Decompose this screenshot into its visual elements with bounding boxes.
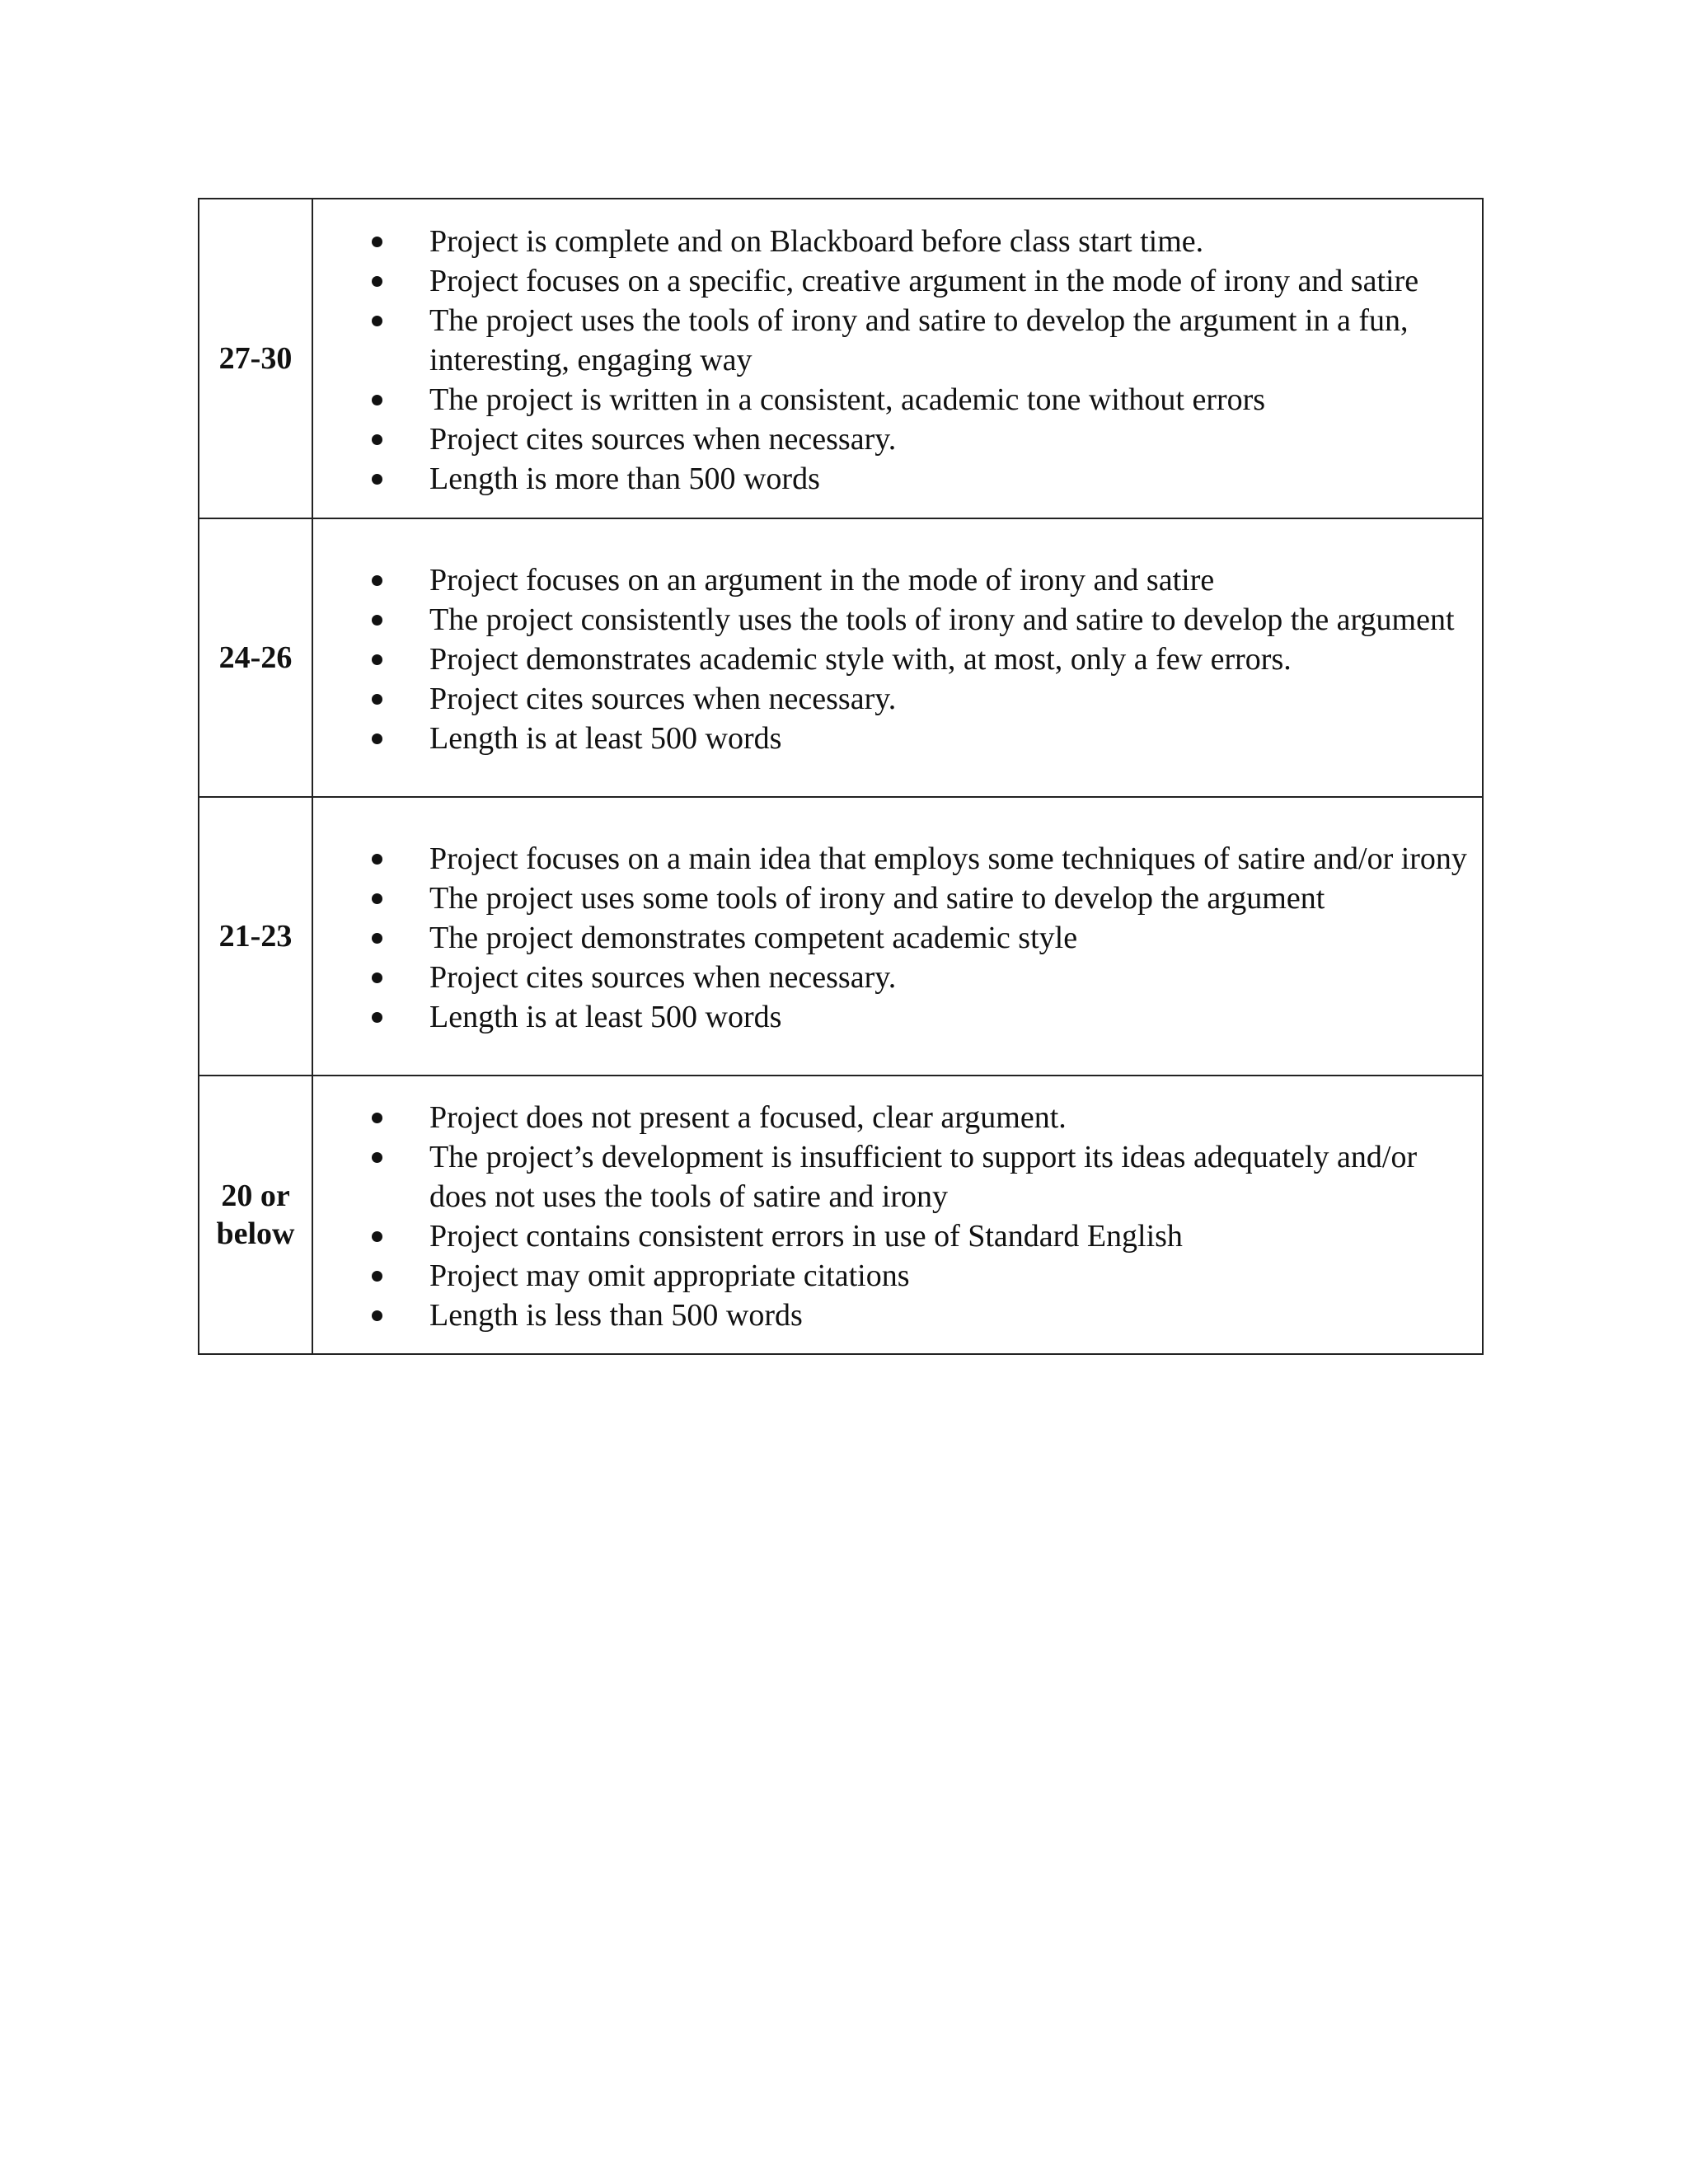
criteria-list: [313, 218, 1482, 499]
criteria-list: [313, 1094, 1482, 1335]
grading-rubric-table: [198, 198, 1484, 1355]
bullet-icon: [372, 854, 382, 865]
criteria-item: The project consistently uses the tools of irony and satire to develop the argument: [202, 600, 1470, 640]
rubric-row: [199, 199, 1483, 518]
bullet-icon: [372, 434, 382, 445]
bullet-icon: [372, 575, 382, 586]
criteria-cell: [312, 1076, 1483, 1354]
bullet-icon: [372, 1152, 382, 1163]
rubric-row: [199, 1076, 1483, 1354]
score-range: 27-30: [199, 199, 312, 518]
score-range: 21-23: [199, 797, 312, 1076]
criteria-item: The project demonstrates competent academic style: [202, 918, 1470, 958]
bullet-icon: [372, 276, 382, 287]
bullet-icon: [372, 1231, 382, 1242]
bullet-icon: [372, 395, 382, 405]
criteria-item: Project demonstrates academic style with, at most, only a few errors.: [202, 640, 1470, 679]
bullet-icon: [372, 1271, 382, 1282]
bullet-icon: [372, 933, 382, 944]
criteria-item: Project focuses on an argument in the mode of irony and satire: [202, 560, 1470, 600]
criteria-item: Length is more than 500 words: [202, 459, 1470, 499]
score-range: 24-26: [199, 518, 312, 797]
criteria-item: Project cites sources when necessary.: [202, 679, 1470, 719]
criteria-item: Project is complete and on Blackboard before class start time.: [202, 222, 1470, 261]
rubric-row: [199, 518, 1483, 797]
criteria-item: Project cites sources when necessary.: [202, 419, 1470, 459]
bullet-icon: [372, 1012, 382, 1023]
criteria-item: Project focuses on a specific, creative argument in the mode of irony and satire: [202, 261, 1470, 301]
bullet-icon: [372, 733, 382, 744]
criteria-item: Length is at least 500 words: [202, 719, 1470, 758]
criteria-item: Length is less than 500 words: [202, 1296, 1470, 1335]
bullet-icon: [372, 237, 382, 247]
bullet-icon: [372, 474, 382, 485]
criteria-item: The project uses the tools of irony and satire to develop the argument in a fun, interesting, engaging way: [202, 301, 1470, 380]
criteria-list: [313, 557, 1482, 758]
criteria-item: Project may omit appropriate citations: [202, 1256, 1470, 1296]
bullet-icon: [372, 893, 382, 904]
bullet-icon: [372, 654, 382, 665]
rubric-row: [199, 797, 1483, 1076]
criteria-cell: [312, 797, 1483, 1076]
bullet-icon: [372, 694, 382, 705]
score-range: 20 or below: [199, 1076, 312, 1354]
criteria-item: Project contains consistent errors in use of Standard English: [202, 1216, 1470, 1256]
criteria-item: Project focuses on a main idea that employs some techniques of satire and/or irony: [202, 839, 1470, 879]
criteria-cell: [312, 518, 1483, 797]
criteria-item: The project is written in a consistent, academic tone without errors: [202, 380, 1470, 419]
criteria-list: [313, 836, 1482, 1037]
criteria-item: Project cites sources when necessary.: [202, 958, 1470, 997]
criteria-item: Length is at least 500 words: [202, 997, 1470, 1037]
criteria-item: The project’s development is insufficient to support its ideas adequately and/or does not uses the tools of satire and irony: [202, 1137, 1470, 1216]
bullet-icon: [372, 615, 382, 626]
bullet-icon: [372, 1113, 382, 1123]
criteria-cell: [312, 199, 1483, 518]
bullet-icon: [372, 1310, 382, 1321]
bullet-icon: [372, 972, 382, 983]
criteria-item: The project uses some tools of irony and satire to develop the argument: [202, 879, 1470, 918]
criteria-item: Project does not present a focused, clear argument.: [202, 1098, 1470, 1137]
bullet-icon: [372, 316, 382, 326]
